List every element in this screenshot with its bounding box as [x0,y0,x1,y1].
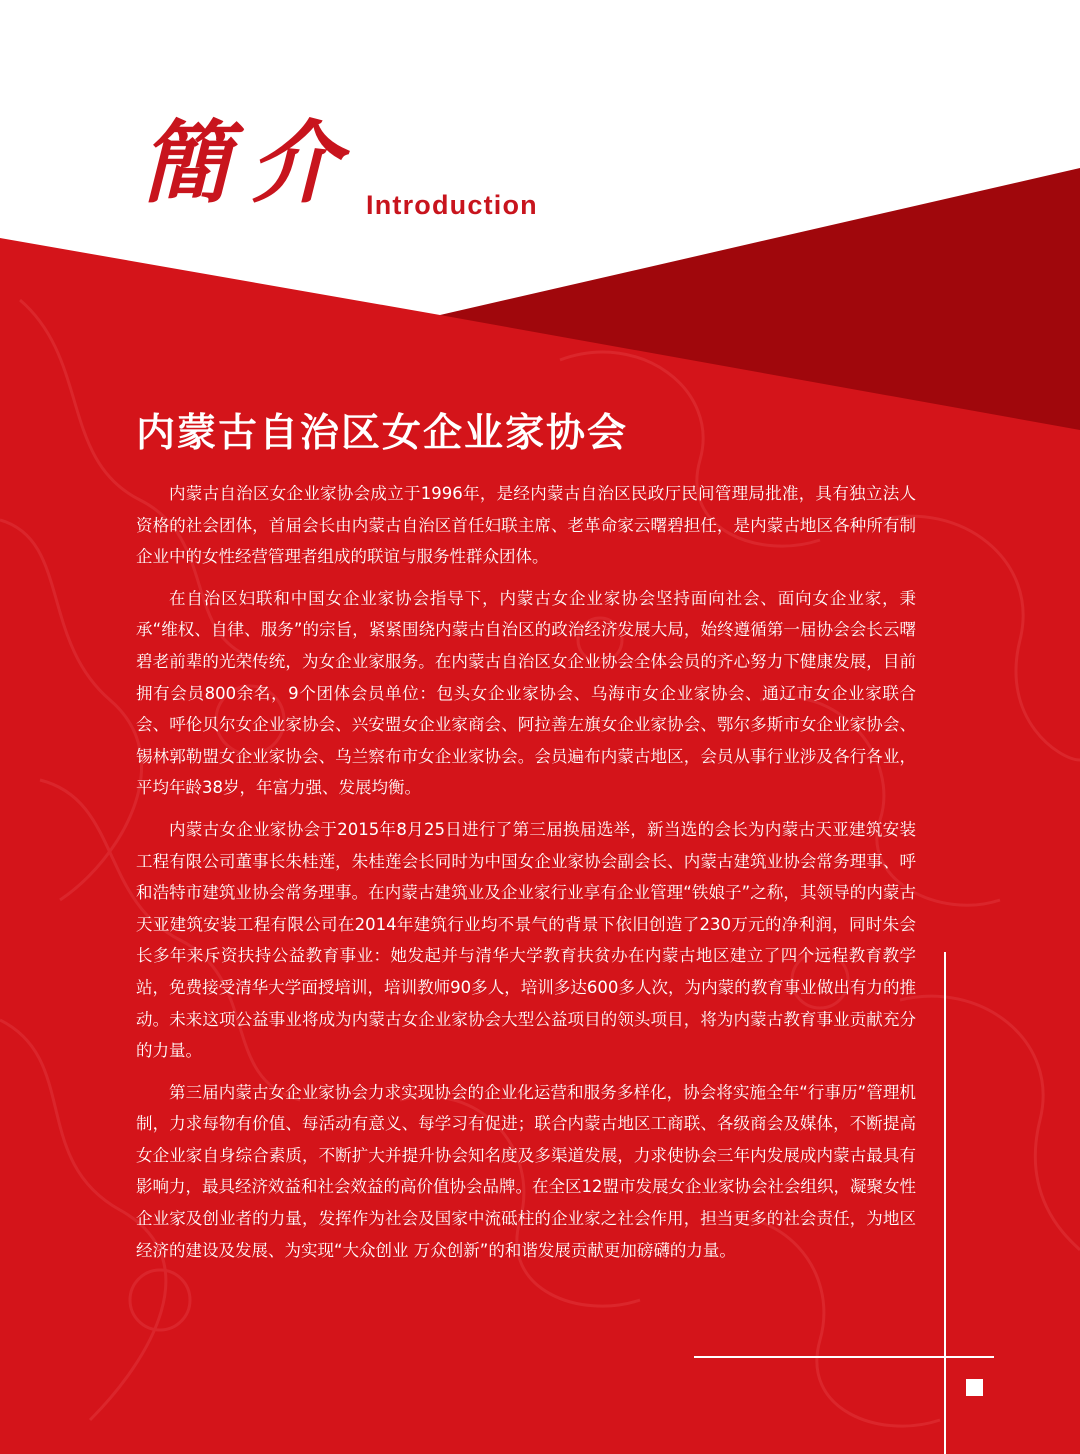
page-title-chinese: 簡介 [140,110,360,216]
paragraph-future-plans: 第三届内蒙古女企业家协会力求实现协会的企业化运营和服务多样化，协会将实施全年“行事历”管理机制，力求每物有价值、每活动有意义、每学习有促进；联合内蒙古地区工商联、各级商会及媒体，不断提高女企业家自身综合素质，不断扩大并提升协会知名度及多渠道发展，力求使协会三年内发展成内蒙古最具有影响力，最具经济效益和社会效益的高价值协会品牌。在全区12盟市发展女企业家协会社会组织，凝聚女性企业家及创业者的力量，发挥作为社会及国家中流砥柱的企业家之社会作用，担当更多的社会责任，为地区经济的建设及发展、为实现“大众创业 万众创新”的和谐发展贡献更加磅礴的力量。 [136,1082,916,1260]
decorative-horizontal-line [694,1356,994,1358]
paragraph-mission-members: 在自治区妇联和中国女企业家协会指导下，内蒙古女企业家协会坚持面向社会、面向女企业家，秉承“维权、自律、服务”的宗旨，紧紧围绕内蒙古自治区的政治经济发展大局，始终遵循第一届协会会长云曙碧老前辈的光荣传统，为女企业家服务。在内蒙古自治区女企业协会全体会员的齐心努力下健康发展，目前拥有会员800余名，9个团体会员单位：包头女企业家协会、乌海市女企业家协会、通辽市女企业家联合会、呼伦贝尔女企业家协会、兴安盟女企业家商会、阿拉善左旗女企业家协会、鄂尔多斯市女企业家协会、锡林郭勒盟女企业家协会、乌兰察布市女企业家协会。会员遍布内蒙古地区，会员从事行业涉及各行各业，平均年龄38岁，年富力强、发展均衡。 [136,588,916,798]
introduction-body [136,478,916,1276]
paragraph-founding: 内蒙古自治区女企业家协会成立于1996年，是经内蒙古自治区民政厅民间管理局批准，具有独立法人资格的社会团体，首届会长由内蒙古自治区首任妇联主席、老革命家云曙碧担任，是内蒙古地区各种所有制企业中的女性经营管理者组成的联谊与服务性群众团体。 [136,484,916,567]
page-title-english: Introduction [366,190,538,220]
decorative-square-marker [966,1379,983,1396]
paragraph-third-term-election: 内蒙古女企业家协会于2015年8月25日进行了第三届换届选举，新当选的会长为内蒙古天亚建筑安装工程有限公司董事长朱桂莲，朱桂莲会长同时为中国女企业家协会副会长、内蒙古建筑业协会常务理事、呼和浩特市建筑业协会常务理事。在内蒙古建筑业及企业家行业享有企业管理“铁娘子”之称，其领导的内蒙古天亚建筑安装工程有限公司在2014年建筑行业均不景气的背景下依旧创造了230万元的净利润，同时朱会长多年来斥资扶持公益教育事业：她发起并与清华大学教育扶贫办在内蒙古地区建立了四个远程教育教学站，免费接受清华大学面授培训，培训教师90多人，培训多达600多人次，为内蒙的教育事业做出有力的推动。未来这项公益事业将成为内蒙古女企业家协会大型公益项目的领头项目，将为内蒙古教育事业贡献充分的力量。 [136,819,916,1061]
organization-title: 内蒙古自治区女企业家协会 [136,410,629,456]
decorative-vertical-line [944,952,946,1454]
